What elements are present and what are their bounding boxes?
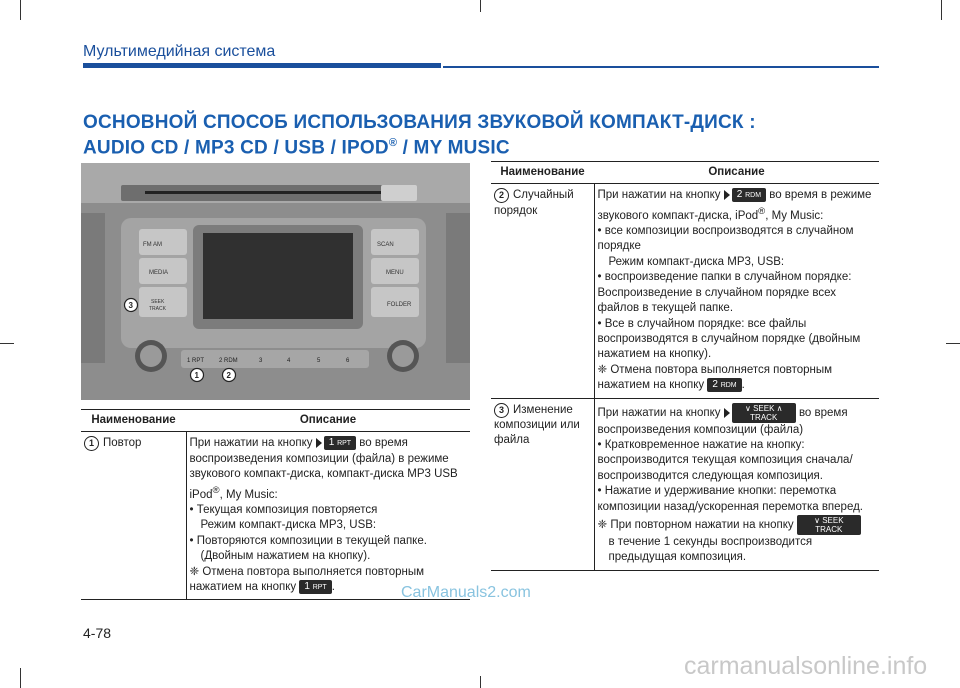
col-desc-header: Описание	[186, 410, 470, 432]
crop-mark	[480, 676, 481, 688]
description-table-left	[81, 409, 470, 600]
page-heading-line1: ОСНОВНОЙ СПОСОБ ИСПОЛЬЗОВАНИЯ ЗВУКОВОЙ КОМПАКТ-ДИСК :	[83, 112, 756, 133]
svg-text:2 RDM: 2 RDM	[219, 358, 238, 364]
description-table-right	[491, 161, 879, 571]
play-arrow-icon	[316, 438, 322, 448]
crop-mark	[480, 0, 481, 12]
seek-track-button-icon: ∨ SEEK TRACK	[797, 515, 861, 535]
rpt-button-icon: 1 RPT	[299, 580, 331, 594]
svg-text:TRACK: TRACK	[149, 306, 166, 312]
crop-mark	[20, 668, 21, 688]
page-number: 4-78	[83, 625, 112, 641]
header-rule-thin	[443, 66, 879, 68]
media-button: MEDIA	[149, 270, 169, 276]
row-description: При нажатии на кнопку ∨ SEEK ∧ TRACK во время воспроизведения композиции (файла) • Кратковременное нажатие на кнопку: воспроизводится текущая композиция сначала/воспроизводится следующая композиция. • Нажатие и удерживание кнопки: перемотка композиции назад/ускоренная перемотка вперед. ❈ При повторном нажатии на кнопку ∨ SEEK TRACK в течение 1 секунды воспроизводится предыдущая композиция.	[594, 398, 879, 570]
col-name-header: Наименование	[81, 410, 186, 432]
menu-button: MENU	[386, 270, 404, 276]
row-name: Изменение композиции или файла	[494, 403, 580, 447]
crop-mark	[946, 343, 960, 344]
svg-text:3: 3	[128, 301, 133, 310]
rdm-button-icon: 2 RDM	[732, 188, 766, 202]
radio-panel-image	[81, 163, 470, 400]
scan-button: SCAN	[377, 242, 394, 248]
seek-track-button: SEEK	[151, 299, 165, 305]
crop-mark	[0, 343, 14, 344]
play-arrow-icon	[724, 408, 730, 418]
header-rule	[83, 63, 441, 68]
crop-mark	[20, 0, 21, 20]
fm-am-button: FM AM	[143, 242, 162, 248]
svg-text:3: 3	[259, 358, 263, 364]
row-description: При нажатии на кнопку 2 RDM во время в режиме звукового компакт-диска, iPod®, My Music: • все композиции воспроизводятся в случайном порядке Режим компакт-диска MP3, USB: • воспроизведение папки в случайном порядке: Воспроизведение в случайном порядке всех файлов в текущей папке. • Все в случайном порядке: все файлы воспроизводятся в случайном порядке (двойным нажатием на кнопку). ❈ Отмена повтора выполняется повторным нажатием на кнопку 2 RDM .	[594, 184, 879, 398]
svg-text:1 RPT: 1 RPT	[187, 358, 205, 364]
table-row: 2 Случайный порядок При нажатии на кнопку 2 RDM во время в режиме звукового компакт-диска, iPod®, My Music: • все композиции воспроизводятся в случайном порядке Режим компакт-диска MP3, USB: • воспроизведение папки в случайном порядке: Воспроизведение в случайном порядке всех файлов в текущей папке. • Все в случайном порядке: все файлы воспроизводятся в случайном порядке (двойным нажатием на кнопку). ❈ Отмена повтора выполняется повторным нажатием на кнопку 2 RDM .	[491, 184, 879, 398]
table-row: 3 Изменение композиции или файла При нажатии на кнопку ∨ SEEK ∧ TRACK во время воспроизведения композиции (файла) • Кратковременное нажатие на кнопку: воспроизводится текущая композиция сначала/воспроизводится следующая композиция. • Нажатие и удерживание кнопки: перемотка композиции назад/ускоренная перемотка вперед. ❈ При повторном нажатии на кнопку ∨ SEEK TRACK в течение 1 секунды воспроизводится предыдущая композиция.	[491, 398, 879, 570]
seek-track-button-icon: ∨ SEEK ∧ TRACK	[732, 403, 796, 423]
svg-text:4: 4	[287, 358, 291, 364]
row-description: При нажатии на кнопку 1 RPT во время воспроизведения композиции (файла) в режиме звукового компакт-диска, компакт-диска MP3 USB iPod®, My Music: • Текущая композиция повторяется Режим компакт-диска MP3, USB: • Повторяются композиции в текущей папке. (Двойным нажатием на кнопку). ❈ Отмена повтора выполняется повторным нажатием на кнопку 1 RPT .	[186, 432, 470, 600]
svg-text:6: 6	[346, 358, 350, 364]
page-heading-line2: AUDIO CD / MP3 CD / USB / IPOD® / MY MUSIC	[83, 137, 510, 159]
crop-mark	[941, 0, 942, 20]
table-row: 1 Повтор При нажатии на кнопку 1 RPT во время воспроизведения композиции (файла) в режиме звукового компакт-диска, компакт-диска MP3 USB iPod®, My Music: • Текущая композиция повторяется Режим компакт-диска MP3, USB: • Повторяются композиции в текущей папке. (Двойным нажатием на кнопку). ❈ Отмена повтора выполняется повторным нажатием на кнопку 1 RPT .	[81, 432, 470, 600]
svg-text:1: 1	[194, 371, 199, 380]
row-name: Случайный порядок	[494, 189, 574, 217]
play-arrow-icon	[724, 190, 730, 200]
rpt-button-icon: 1 RPT	[324, 436, 356, 450]
row-name: Повтор	[103, 437, 142, 450]
folder-button: FOLDER	[387, 302, 412, 308]
svg-text:5: 5	[317, 358, 321, 364]
watermark: CarManuals2.com	[401, 584, 531, 601]
svg-text:2: 2	[226, 371, 231, 380]
col-desc-header: Описание	[594, 162, 879, 184]
section-title: Мультимедийная система	[83, 43, 276, 60]
rdm-button-icon: 2 RDM	[707, 378, 741, 392]
watermark: carmanualsonline.info	[684, 652, 928, 680]
col-name-header: Наименование	[491, 162, 594, 184]
